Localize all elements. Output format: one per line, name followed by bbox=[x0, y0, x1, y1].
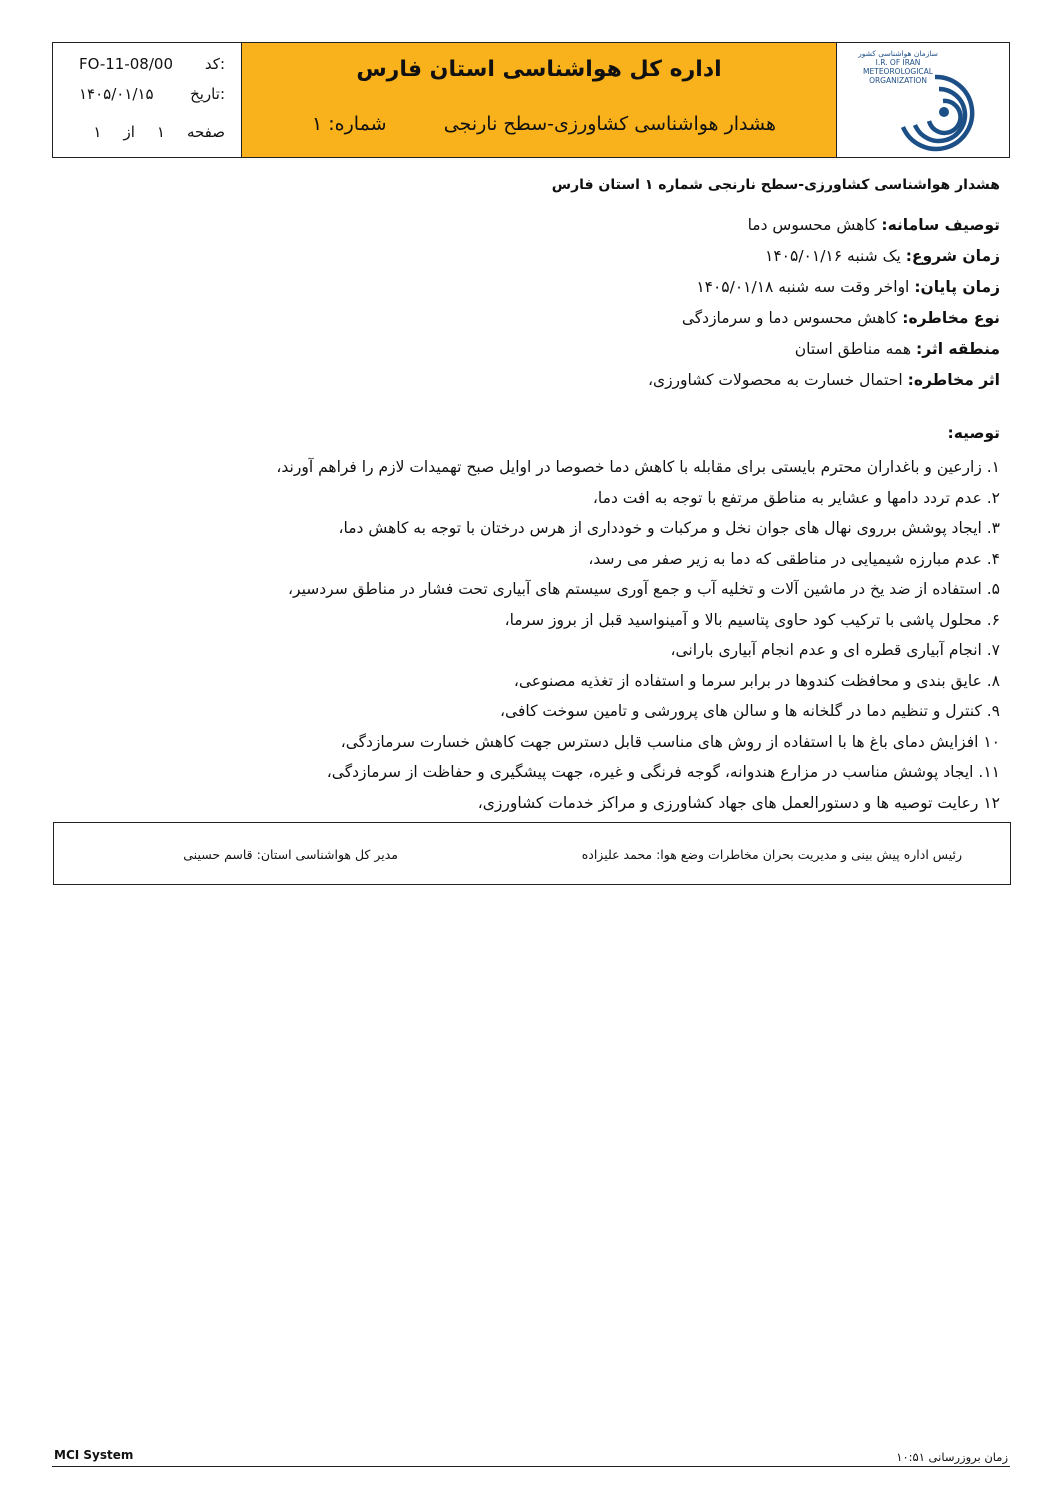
page-total: ۱ bbox=[93, 123, 102, 141]
forecast-head-signature: رئیس اداره پیش بینی و مدیریت بحران مخاطرات وضع هوا: محمد علیزاده bbox=[581, 847, 962, 862]
field-hazard-type: نوع مخاطره: کاهش محسوس دما و سرمازدگی bbox=[681, 309, 1000, 327]
signature-box bbox=[53, 822, 1011, 885]
warning-fields bbox=[648, 210, 1000, 396]
field-end-time: زمان پایان: اواخر وقت سه شنبه ۱۴۰۵/۰۱/۱۸ bbox=[696, 278, 1000, 296]
warning-title: هشدار هواشناسی کشاورزی-سطح نارنجی bbox=[443, 113, 776, 135]
organization-logo bbox=[837, 43, 1009, 157]
warning-number: شماره: ۱ bbox=[312, 113, 387, 135]
field-system-description: توصیف سامانه: کاهش محسوس دما bbox=[747, 216, 1000, 234]
header-title-box bbox=[242, 43, 837, 157]
recommendation-item: ۵. استفاده از ضد یخ در ماشین آلات و تخلیه آب و جمع آوری سیستم های آبیاری تحت فشار در مناطق سردسیر، bbox=[288, 580, 1000, 598]
document-meta-box bbox=[53, 43, 242, 157]
recommendation-item: ۱۲ رعایت توصیه ها و دستورالعمل های جهاد کشاورزی و مراکز خدمات کشاورزی، bbox=[477, 793, 1000, 812]
page-row bbox=[53, 123, 241, 141]
director-signature: مدیر کل هواشناسی استان: قاسم حسینی bbox=[183, 847, 398, 862]
document-title: هشدار هواشناسی کشاورزی-سطح نارنجی شماره ۱ استان فارس bbox=[551, 177, 1000, 193]
recommendation-item: ۴. عدم مبارزه شیمیایی در مناطقی که دما به زیر صفر می رسد، bbox=[588, 549, 1000, 568]
date-label: تاریخ: bbox=[190, 85, 225, 103]
recommendation-list bbox=[276, 452, 1000, 818]
system-name: MCI System bbox=[54, 1448, 134, 1462]
recommendation-item: ۱۰ افزایش دمای باغ ها با استفاده از روش های مناسب قابل دسترس جهت کاهش خسارت سرمازدگی، bbox=[340, 732, 1000, 751]
footer-divider bbox=[52, 1466, 1010, 1467]
field-affected-area: منطقه اثر: همه مناطق استان bbox=[794, 340, 1000, 358]
date-row bbox=[53, 85, 241, 103]
date-value: ۱۴۰۵/۰۱/۱۵ bbox=[79, 85, 154, 103]
recommendation-item: ۱. زارعین و باغداران محترم بایستی برای مقابله با کاهش دما خصوصا در اوایل صبح تهمیدات لازم را فراهم آورند، bbox=[276, 458, 1000, 476]
recommendation-item: ۹. کنترل و تنظیم دما در گلخانه ها و سالن های پرورشی و تامین سوخت کافی، bbox=[500, 702, 1000, 720]
recommendation-item: ۸. عایق بندی و محافظت کندوها در برابر سرما و استفاده از تغذیه مصنوعی، bbox=[513, 671, 1000, 690]
document-header bbox=[52, 42, 1010, 158]
recommendation-item: ۳. ایجاد پوشش برروی نهال های جوان نخل و مرکبات و خودداری از هرس درختان با توجه به کاهش دما، bbox=[338, 519, 1000, 537]
logo-text: سازمان هواشناسی کشور I.R. OF IRAN METEOROLOGICAL ORGANIZATION bbox=[858, 49, 938, 85]
field-start-time: زمان شروع: یک شنبه ۱۴۰۵/۰۱/۱۶ bbox=[765, 247, 1000, 265]
code-row bbox=[53, 55, 241, 73]
org-title: اداره کل هواشناسی استان فارس bbox=[356, 57, 722, 82]
field-hazard-impact: اثر مخاطره: احتمال خسارت به محصولات کشاورزی، bbox=[647, 371, 1000, 389]
page-of: از bbox=[123, 123, 135, 141]
update-time: زمان بروزرسانی ۱۰:۵۱ bbox=[896, 1450, 1008, 1464]
recommendation-heading: توصیه: bbox=[947, 424, 1000, 442]
recommendation-item: ۱۱. ایجاد پوشش مناسب در مزارع هندوانه، گوجه فرنگی و غیره، جهت پیشگیری و حفاظت از سرمازدگی، bbox=[326, 763, 1000, 781]
recommendation-item: ۲. عدم تردد دامها و عشایر به مناطق مرتفع با توجه به افت دما، bbox=[592, 488, 1000, 507]
recommendation-item: ۶. محلول پاشی با ترکیب کود حاوی پتاسیم بالا و آمینواسید قبل از بروز سرما، bbox=[504, 610, 1000, 629]
code-label: کد: bbox=[204, 55, 225, 73]
code-value: FO-11-08/00 bbox=[79, 55, 173, 73]
page-current: ۱ bbox=[156, 123, 165, 141]
page-label: صفحه bbox=[186, 123, 225, 141]
recommendation-item: ۷. انجام آبیاری قطره ای و عدم انجام آبیاری بارانی، bbox=[670, 641, 1000, 659]
